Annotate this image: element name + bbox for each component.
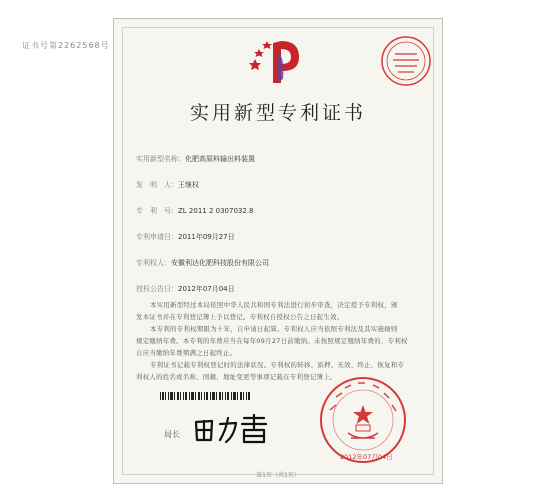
body-line: 利权人的姓名或名称、国籍、地址变更等事项记载在专利登记簿上。 [136, 373, 337, 381]
body-paragraph [136, 299, 426, 383]
field-inventor [136, 180, 199, 190]
body-line: 规定缴纳年费。本专利的年费应当在每年09月27日前缴纳。未按照规定缴纳年费的，专利权 [136, 337, 408, 345]
certificate-title: 实用新型专利证书 [189, 102, 366, 124]
seal-date: 2012年07月04日 [340, 453, 393, 461]
body-line: 本专利的专利权期限为十年，自申请日起算。专利权人应当依照专利法及其实施细则 [150, 325, 398, 333]
field-patent-number [136, 206, 254, 216]
field-value: ZL 2011 2 0307032.8 [178, 207, 254, 215]
field-label: 发 明 人： [136, 181, 178, 189]
field-label: 专利权人： [136, 259, 171, 267]
star-icon [254, 49, 264, 57]
field-patentee [136, 258, 269, 268]
field-value: 化肥高原料输出料装置 [185, 155, 255, 163]
field-label: 授权公告日： [136, 285, 178, 293]
field-filing-date [136, 232, 235, 242]
field-value: 王继权 [178, 181, 199, 189]
field-value: 2011年09月27日 [178, 233, 235, 241]
body-line: 本实用新型经过本局依照中华人民共和国专利法进行初步审查，决定授予专利权，颁 [150, 301, 398, 309]
director-label: 局长 [164, 430, 180, 439]
body-line: 自应当缴纳年费期满之日起终止。 [136, 349, 237, 357]
field-grant-date [136, 284, 235, 294]
field-label: 专 利 号： [136, 207, 178, 215]
field-utility-name [136, 154, 255, 164]
star-icon [262, 41, 272, 49]
field-value: 2012年07月04日 [178, 285, 235, 293]
certificate-number: 证书号第2262568号 [22, 41, 110, 50]
director-signature [192, 412, 272, 446]
star-icon [249, 59, 261, 70]
patent-office-logo [247, 33, 307, 91]
field-label: 专利申请日： [136, 233, 178, 241]
barcode [160, 392, 250, 400]
field-label: 实用新型名称： [136, 155, 185, 163]
page-number: 第1页（共1页） [256, 472, 300, 479]
body-line: 专利证书记载专利权登记时的法律状况。专利权的转移、质押、无效、终止、恢复和专 [150, 361, 405, 369]
field-value: 安徽利达化肥科技股份有限公司 [171, 259, 269, 267]
red-seal-small [379, 34, 433, 88]
body-line: 发本证书并在专利登记簿上予以登记。专利权自授权公告之日起生效。 [136, 313, 344, 321]
